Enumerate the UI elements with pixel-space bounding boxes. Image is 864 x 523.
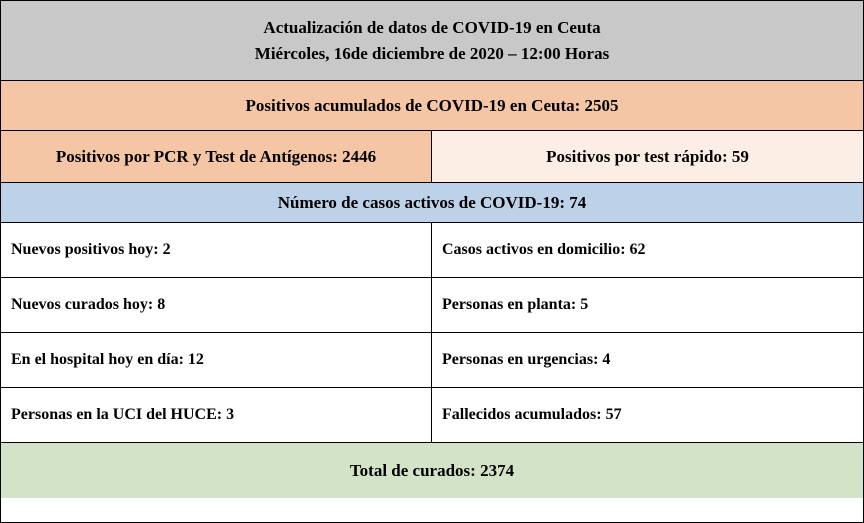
active-cases-cell xyxy=(1,183,863,222)
detail-cell-left xyxy=(1,388,432,442)
total-recovered-row xyxy=(1,443,863,498)
detail-label: En el hospital hoy en día: 12 xyxy=(11,351,204,368)
total-recovered-label: Total de curados: 2374 xyxy=(349,460,515,480)
accumulated-positives-row xyxy=(1,81,863,131)
detail-label: Personas en la UCI del HUCE: 3 xyxy=(11,406,235,423)
table-row xyxy=(1,388,863,443)
total-recovered-cell xyxy=(1,443,863,498)
pcr-positives-cell xyxy=(1,131,432,182)
detail-label: Personas en urgencias: 4 xyxy=(442,351,611,368)
detail-cell-right xyxy=(432,278,863,332)
table-row xyxy=(1,333,863,388)
header-title-line-1: Actualización de datos de COVID-19 en Ceuta xyxy=(263,17,601,37)
detail-label: Nuevos curados hoy: 8 xyxy=(11,296,166,313)
detail-cell-right xyxy=(432,223,863,277)
table-row xyxy=(1,278,863,333)
active-cases-row xyxy=(1,183,863,223)
detail-cell-left xyxy=(1,333,432,387)
detail-cell-left xyxy=(1,223,432,277)
detail-label: Personas en planta: 5 xyxy=(442,296,589,313)
header-row xyxy=(1,1,863,81)
header-title-line-2: Miércoles, 16de diciembre de 2020 – 12:00 Horas xyxy=(254,43,610,63)
accumulated-positives-cell xyxy=(1,81,863,130)
detail-cell-right xyxy=(432,333,863,387)
accumulated-positives-label: Positivos acumulados de COVID-19 en Ceuta: 2505 xyxy=(245,95,619,115)
rapid-test-positives-label: Positivos por test rápido: 59 xyxy=(546,146,749,166)
detail-label: Fallecidos acumulados: 57 xyxy=(442,406,622,423)
detail-cell-left xyxy=(1,278,432,332)
rapid-test-positives-cell xyxy=(432,131,863,182)
header-cell xyxy=(1,1,863,80)
active-cases-label: Número de casos activos de COVID-19: 74 xyxy=(277,192,587,212)
detail-label: Casos activos en domicilio: 62 xyxy=(442,241,646,258)
detail-cell-right xyxy=(432,388,863,442)
pcr-positives-label: Positivos por PCR y Test de Antígenos: 2446 xyxy=(55,146,377,166)
table-row xyxy=(1,223,863,278)
detail-label: Nuevos positivos hoy: 2 xyxy=(11,241,171,258)
tests-row xyxy=(1,131,863,183)
